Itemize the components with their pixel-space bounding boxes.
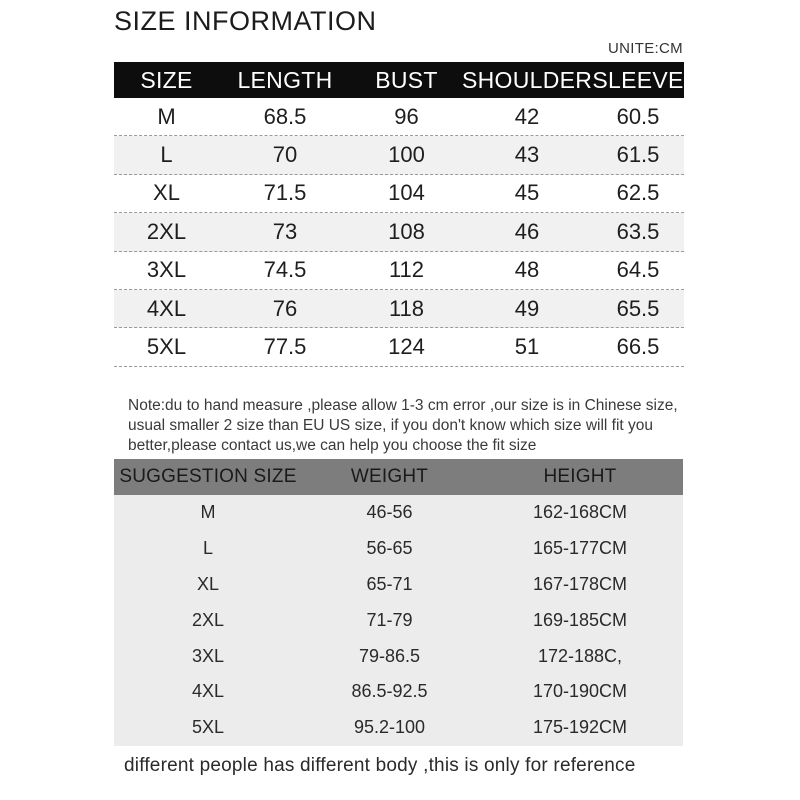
cell-sleeve: 62.5 (616, 180, 660, 206)
suggestion-table-header (114, 459, 683, 495)
cell-shoulder: 46 (514, 218, 540, 244)
cell-weight: 71-79 (366, 609, 413, 630)
cell-size: 4XL (191, 681, 225, 702)
header-height: HEIGHT (543, 466, 617, 487)
cell-size: 2XL (146, 218, 187, 244)
cell-bust: 96 (394, 103, 419, 129)
cell-height: 162-168CM (532, 502, 628, 523)
size-row-4xl (114, 290, 684, 328)
cell-sleeve: 63.5 (616, 218, 660, 244)
cell-shoulder: 49 (514, 295, 540, 321)
cell-size: L (202, 538, 213, 559)
cell-size: M (157, 103, 176, 129)
suggestion-row-3xl (114, 638, 683, 674)
cell-bust: 104 (388, 180, 425, 206)
cell-shoulder: 51 (514, 334, 540, 360)
measurement-note (128, 396, 688, 456)
cell-size: 3XL (146, 257, 187, 283)
unit-label: UNITE:CM (608, 40, 683, 57)
note-line: usual smaller 2 size than EU US size, if you don't know which size will fit you (128, 417, 654, 434)
cell-size: M (200, 502, 216, 523)
cell-shoulder: 45 (514, 180, 540, 206)
header-bust: BUST (375, 66, 438, 93)
cell-sleeve: 66.5 (616, 334, 660, 360)
cell-length: 70 (272, 142, 298, 168)
cell-size: XL (153, 180, 180, 206)
header-size: SIZE (140, 66, 193, 93)
cell-sleeve: 60.5 (616, 103, 660, 129)
page-title: SIZE INFORMATION (114, 6, 377, 36)
suggestion-row-5xl (114, 710, 683, 746)
size-row-m (114, 98, 684, 136)
header-suggestion-size: SUGGESTION SIZE (119, 466, 297, 487)
suggestion-row-2xl (114, 602, 683, 638)
cell-weight: 79-86.5 (358, 645, 421, 666)
size-table (114, 62, 684, 367)
note-line: better,please contact us,we can help you choose the fit size (128, 437, 537, 454)
size-row-3xl (114, 252, 684, 290)
cell-size: XL (196, 573, 220, 594)
cell-height: 172-188C, (537, 645, 623, 666)
cell-length: 71.5 (263, 180, 307, 206)
cell-weight: 65-71 (366, 573, 413, 594)
cell-height: 175-192CM (532, 717, 628, 738)
cell-height: 167-178CM (532, 573, 628, 594)
cell-length: 76 (272, 295, 298, 321)
cell-bust: 124 (388, 334, 425, 360)
cell-length: 74.5 (263, 257, 307, 283)
size-row-xl (114, 175, 684, 213)
cell-length: 68.5 (263, 103, 307, 129)
header-sleeve: SLEEVE (592, 66, 684, 93)
cell-weight: 95.2-100 (353, 717, 426, 738)
cell-shoulder: 42 (514, 103, 540, 129)
cell-length: 77.5 (263, 334, 307, 360)
cell-weight: 86.5-92.5 (351, 681, 428, 702)
cell-sleeve: 65.5 (616, 295, 660, 321)
suggestion-row-l (114, 531, 683, 567)
suggestion-row-m (114, 495, 683, 531)
size-row-2xl (114, 213, 684, 251)
cell-weight: 46-56 (366, 502, 413, 523)
note-line: Note:du to hand measure ,please allow 1-3 cm error ,our size is in Chinese size, (128, 397, 678, 414)
cell-height: 170-190CM (532, 681, 628, 702)
cell-sleeve: 61.5 (616, 142, 660, 168)
cell-shoulder: 48 (514, 257, 540, 283)
header-weight: WEIGHT (350, 466, 429, 487)
cell-size: 4XL (146, 295, 187, 321)
cell-shoulder: 43 (514, 142, 540, 168)
cell-bust: 118 (388, 295, 425, 321)
footer-disclaimer: different people has different body ,this is only for reference (124, 755, 636, 776)
cell-height: 169-185CM (532, 609, 628, 630)
cell-size: L (160, 142, 173, 168)
header-length: LENGTH (237, 66, 333, 93)
cell-size: 5XL (191, 717, 225, 738)
cell-bust: 108 (388, 218, 425, 244)
cell-bust: 112 (388, 257, 425, 283)
cell-weight: 56-65 (366, 538, 413, 559)
cell-height: 165-177CM (532, 538, 628, 559)
size-row-5xl (114, 328, 684, 366)
cell-length: 73 (272, 218, 298, 244)
suggestion-row-xl (114, 567, 683, 603)
cell-size: 3XL (191, 645, 225, 666)
cell-size: 2XL (191, 609, 225, 630)
cell-size: 5XL (146, 334, 187, 360)
header-shoulder: SHOULDER (462, 66, 593, 93)
suggestion-table (114, 459, 683, 746)
size-table-header (114, 62, 684, 98)
cell-bust: 100 (388, 142, 425, 168)
suggestion-row-4xl (114, 674, 683, 710)
size-row-l (114, 136, 684, 174)
cell-sleeve: 64.5 (616, 257, 660, 283)
